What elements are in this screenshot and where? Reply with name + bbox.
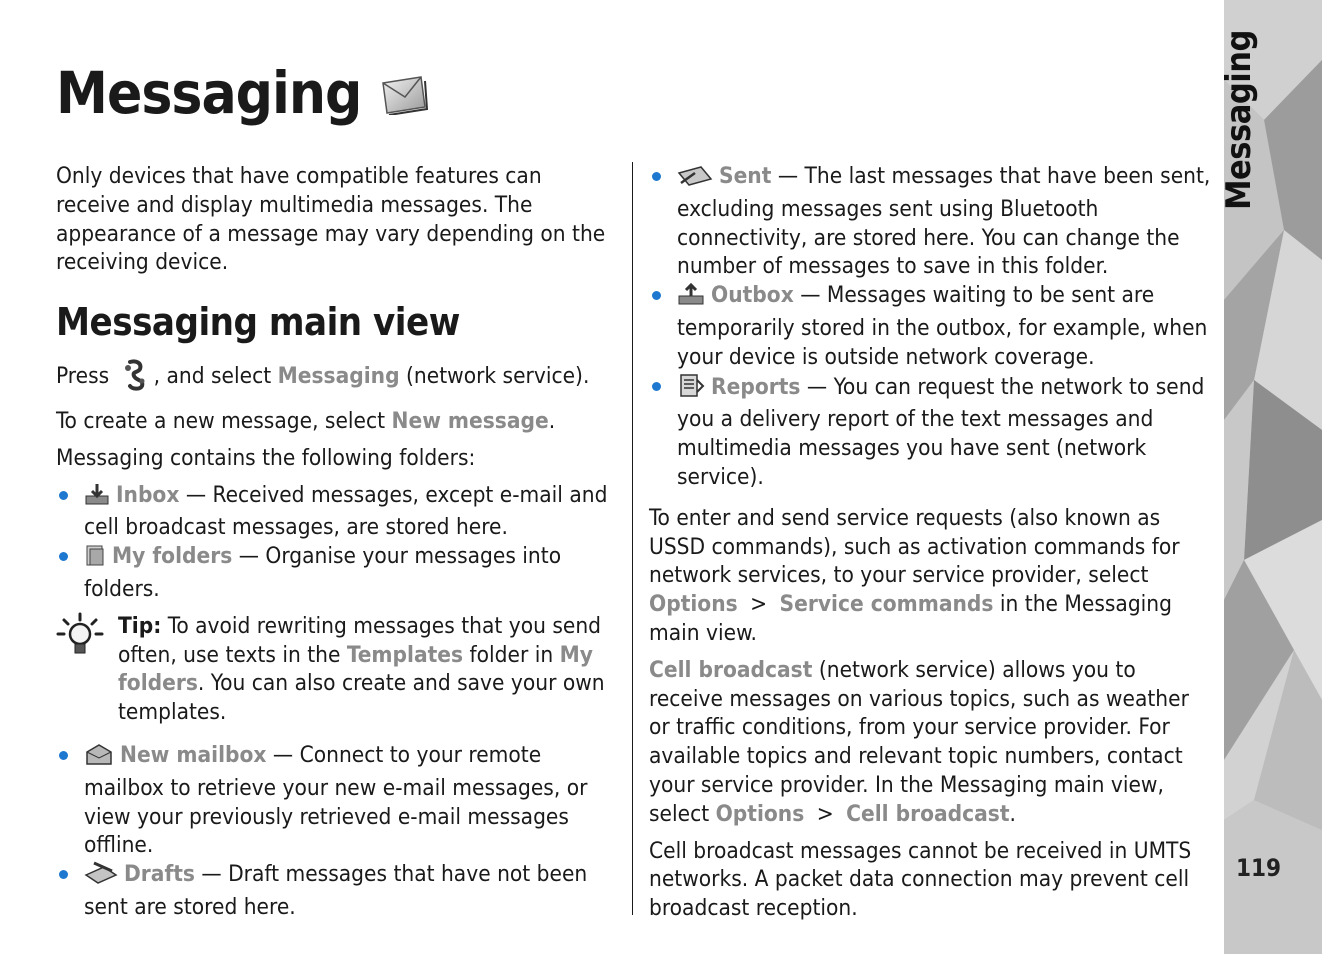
bullet-dot [652, 382, 661, 391]
drafts-description: — Draft messages that have not been sent are stored here. [84, 861, 588, 920]
outbox-description: — Messages waiting to be sent are temporarily stored in the outbox, for example, when your device is outside network coverage. [677, 282, 1208, 370]
options-link[interactable]: Options [649, 591, 738, 618]
envelope-icon [379, 73, 429, 119]
service-commands-link[interactable]: Service commands [779, 591, 994, 618]
mailbox-icon [84, 742, 114, 774]
tip-box [56, 612, 621, 727]
templates-link[interactable]: Templates [346, 641, 464, 668]
create-post-text: . [548, 407, 556, 434]
folder-list-2 [56, 741, 621, 922]
bullet-dot [59, 491, 68, 500]
menu-key-icon [120, 359, 150, 399]
messaging-link[interactable]: Messaging [277, 363, 400, 390]
list-item [649, 281, 1215, 371]
section-heading: Messaging main view [56, 300, 460, 345]
list-item [56, 860, 621, 922]
page-number: 119 [1236, 854, 1282, 882]
sidebar-section-title: Messaging [1219, 30, 1259, 210]
umts-paragraph: Cell broadcast messages cannot be received in UMTS networks. A packet data connection may prevent cell broadcast reception. [649, 837, 1192, 922]
new-mailbox-description: — Connect to your remote mailbox to retrieve your new e-mail messages, or view your previously retrieved e-mail messages offline. [84, 741, 588, 859]
cell-broadcast-link[interactable]: Cell broadcast [846, 800, 1010, 827]
press-text: Press [56, 363, 110, 390]
create-text: To create a new message, select [56, 407, 386, 434]
options-link[interactable]: Options [715, 800, 805, 827]
new-message-link[interactable]: New message [391, 407, 549, 434]
folder-list-1 [56, 481, 621, 604]
lightbulb-icon [56, 612, 104, 668]
sent-label[interactable]: Sent [719, 163, 772, 189]
tip-text-2: folder in [469, 641, 554, 668]
press-mid-text: , and select [153, 363, 272, 390]
sent-icon [677, 163, 713, 195]
reports-description: — You can request the network to send you a delivery report of the text messages and multimedia messages you have sent (network service). [677, 373, 1205, 490]
bullet-dot [59, 552, 68, 561]
reports-icon [677, 372, 705, 406]
my-folders-link[interactable]: My folders [118, 641, 593, 697]
folder-list-3 [649, 162, 1215, 492]
drafts-label[interactable]: Drafts [124, 861, 195, 888]
tip-label: Tip: [118, 612, 162, 639]
press-paragraph [56, 359, 621, 399]
bullet-dot [652, 172, 661, 181]
create-paragraph [56, 407, 621, 436]
left-column [56, 162, 621, 930]
right-column [649, 162, 1215, 931]
outbox-icon [677, 282, 705, 314]
inbox-label[interactable]: Inbox [116, 481, 180, 508]
list-item [56, 741, 621, 860]
intro-paragraph: Only devices that have compatible features can receive and display multimedia messages. The appearance of a message may vary depending on the receiving device. [56, 163, 606, 276]
my-folders-icon [84, 543, 106, 575]
sent-description: — The last messages that have been sent, excluding messages sent using Bluetooth connectivity, are stored here. You can change the number of messages to save in this folder. [677, 163, 1211, 280]
ussd-post-text: in the Messaging main view. [649, 591, 1172, 646]
reports-label[interactable]: Reports [711, 373, 801, 400]
cell-broadcast-text: (network service) allows you to receive messages on various topics, such as weather or traffic conditions, from your service provider. For available topics and relevant topic numbers, contact your service provider. In the Messaging main view, select [649, 656, 1189, 827]
menu-separator: > [750, 591, 768, 618]
list-item [649, 162, 1215, 281]
tip-text-1: To avoid rewriting messages that you send often, use texts in the [118, 612, 602, 668]
column-divider [632, 162, 633, 915]
contains-paragraph: Messaging contains the following folders: [56, 444, 476, 471]
bullet-dot [59, 870, 68, 879]
press-post-text: (network service). [406, 363, 590, 390]
menu-separator: > [816, 800, 834, 827]
bullet-dot [59, 751, 68, 760]
bullet-dot [652, 291, 661, 300]
new-mailbox-label[interactable]: New mailbox [120, 741, 267, 768]
inbox-icon [84, 482, 110, 514]
my-folders-description: — Organise your messages into folders. [84, 543, 562, 602]
list-item [56, 481, 621, 543]
outbox-label[interactable]: Outbox [711, 282, 794, 309]
cell-broadcast-post-text: . [1009, 800, 1016, 827]
inbox-description: — Received messages, except e-mail and cell broadcast messages, are stored here. [84, 481, 608, 541]
tip-text-3: . You can also create and save your own templates. [118, 670, 605, 726]
list-item [56, 542, 621, 604]
page-title: Messaging [56, 59, 362, 127]
cell-broadcast-paragraph [649, 656, 1215, 829]
my-folders-label[interactable]: My folders [112, 543, 233, 570]
page-header [56, 59, 429, 127]
drafts-icon [84, 861, 118, 893]
ussd-text: To enter and send service requests (also known as USSD commands), such as activation commands for network services, to your service provider, select [649, 504, 1180, 589]
ussd-paragraph [649, 504, 1215, 648]
cell-broadcast-term[interactable]: Cell broadcast [649, 656, 813, 683]
list-item [649, 372, 1215, 492]
